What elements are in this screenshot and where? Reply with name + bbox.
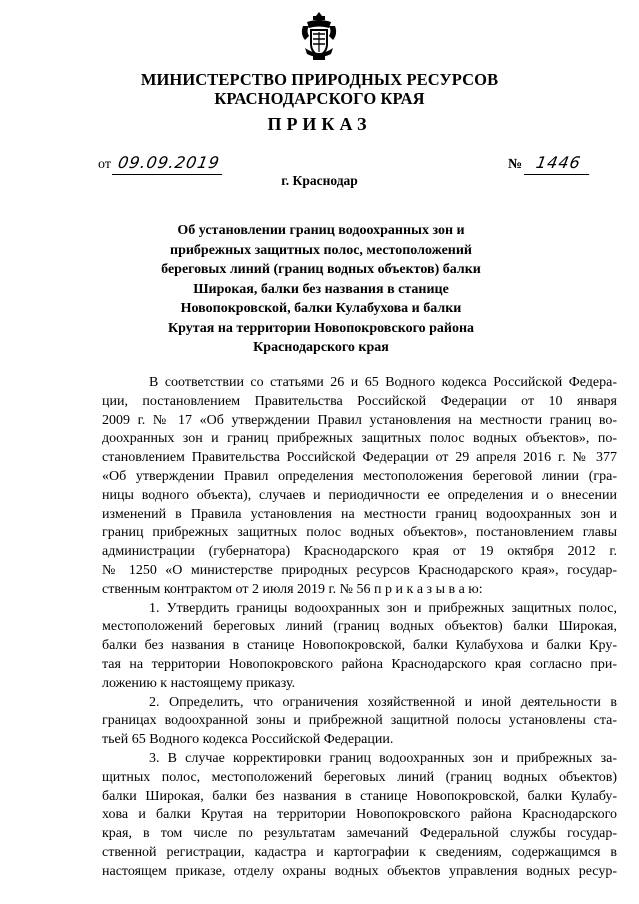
- body-line: тьей 65 Водного кодекса Российской Федерации.: [102, 732, 394, 748]
- body-line: В соответствии со статьями 26 и 65 Водного кодекса Российской Федера-: [149, 375, 617, 390]
- body-line: тая на территории Новопокровского района Краснодарского края согласно при-: [102, 656, 617, 672]
- body-line: доохранных зон и границ прибрежных защитных полос водных объектов», по-: [102, 431, 617, 447]
- body-line: местоположений береговых линий (границ водных объектов) балки Широкая,: [102, 619, 617, 635]
- order-title: ПРИКАЗ: [267, 114, 372, 134]
- body-line: «Об утверждении Правил определения местоположения береговой линии (гра-: [102, 468, 617, 484]
- body-line: ственным контрактом от 2 июля 2019 г. № 56 п р и к а з ы в а ю:: [102, 581, 483, 597]
- subject-line: Об установлении границ водоохранных зон и: [177, 223, 465, 238]
- body-line: границах водоохранной зоны и прибрежной защитной полосы установлены ста-: [102, 713, 617, 729]
- body-line: ложению к настоящему приказу.: [102, 675, 296, 691]
- body-line: 3. В случае корректировки границ водоохранных зон и прибрежных за-: [149, 750, 617, 766]
- subject-line: береговых линий (границ водных объектов) балки: [161, 262, 481, 277]
- handwritten-number: 1446: [524, 152, 593, 175]
- body-line: настоящем приказе, отделу охраны водных объектов управления водных ресур-: [102, 863, 617, 879]
- body-line: 1. Утвердить границы водоохранных зон и прибрежных защитных полос,: [149, 600, 617, 616]
- body-line: ницы водного объекта), случаев и периодичности ее определения и о внесении: [102, 487, 617, 503]
- subject-line: Широкая, балки без названия в станице: [193, 281, 449, 297]
- krasnodar-coat-of-arms-icon: [299, 10, 339, 62]
- handwritten-date: 09.09.2019: [112, 152, 226, 175]
- body-line: края, в том числе по результатам замечаний Федеральной службы государ-: [102, 826, 617, 842]
- subject-line: Крутая на территории Новопокровского района: [167, 320, 475, 336]
- ministry-name-line2: КРАСНОДАРСКОГО КРАЯ: [214, 89, 425, 108]
- body-line: балки без названия в станице Новопокровской, балки Кулабухова и балки Кру-: [102, 638, 617, 654]
- body-line: № 1250 «О министерстве природных ресурсов Краснодарского края», государ-: [102, 562, 617, 578]
- order-date-row: [98, 152, 224, 174]
- body-line: балки Широкая, балки без названия в станице Новопокровской, балки Кулабу-: [102, 788, 617, 804]
- body-line: 2. Определить, что ограничения хозяйственной и иной деятельности в: [149, 694, 617, 710]
- body-line: хова и балки Крутая на территории Новопокровского района Краснодарского: [102, 807, 617, 823]
- body-line: 2009 г. № 17 «Об утверждении Правил установления на местности границ во-: [102, 412, 617, 428]
- subject-line: прибрежных защитных полос, местоположений: [170, 242, 472, 258]
- body-line: границ прибрежных защитных полос водных объектов», постановлением главы: [102, 525, 617, 541]
- subject-line: Новопокровской, балки Кулабухова и балки: [180, 301, 462, 316]
- ministry-name-line1: МИНИСТЕРСТВО ПРИРОДНЫХ РЕСУРСОВ: [140, 70, 499, 89]
- city-name: г. Краснодар: [281, 173, 358, 188]
- body-line: ции, постановлением Правительства Российской Федерации от 10 января: [102, 393, 617, 409]
- number-prefix: №: [508, 157, 523, 172]
- body-line: ственной регистрации, кадастра и картографии к сведениям, содержащимся в: [102, 844, 617, 860]
- body-line: администрации (губернатора) Краснодарского края от 19 октября 2012 г.: [102, 544, 617, 560]
- order-subject: [160, 221, 482, 358]
- body-line: щитных полос, местоположений береговых линий (границ водных объектов): [102, 769, 617, 785]
- body-line: изменений в Правила установления на местности границ водоохранных зон и: [102, 506, 617, 522]
- order-body-text: [102, 374, 617, 882]
- subject-line: Краснодарского края: [253, 340, 389, 355]
- order-number-row: [508, 152, 590, 174]
- body-line: становлением Правительства Российской Федерации от 29 апреля 2016 г. № 377: [102, 450, 617, 466]
- date-prefix: от: [98, 157, 111, 172]
